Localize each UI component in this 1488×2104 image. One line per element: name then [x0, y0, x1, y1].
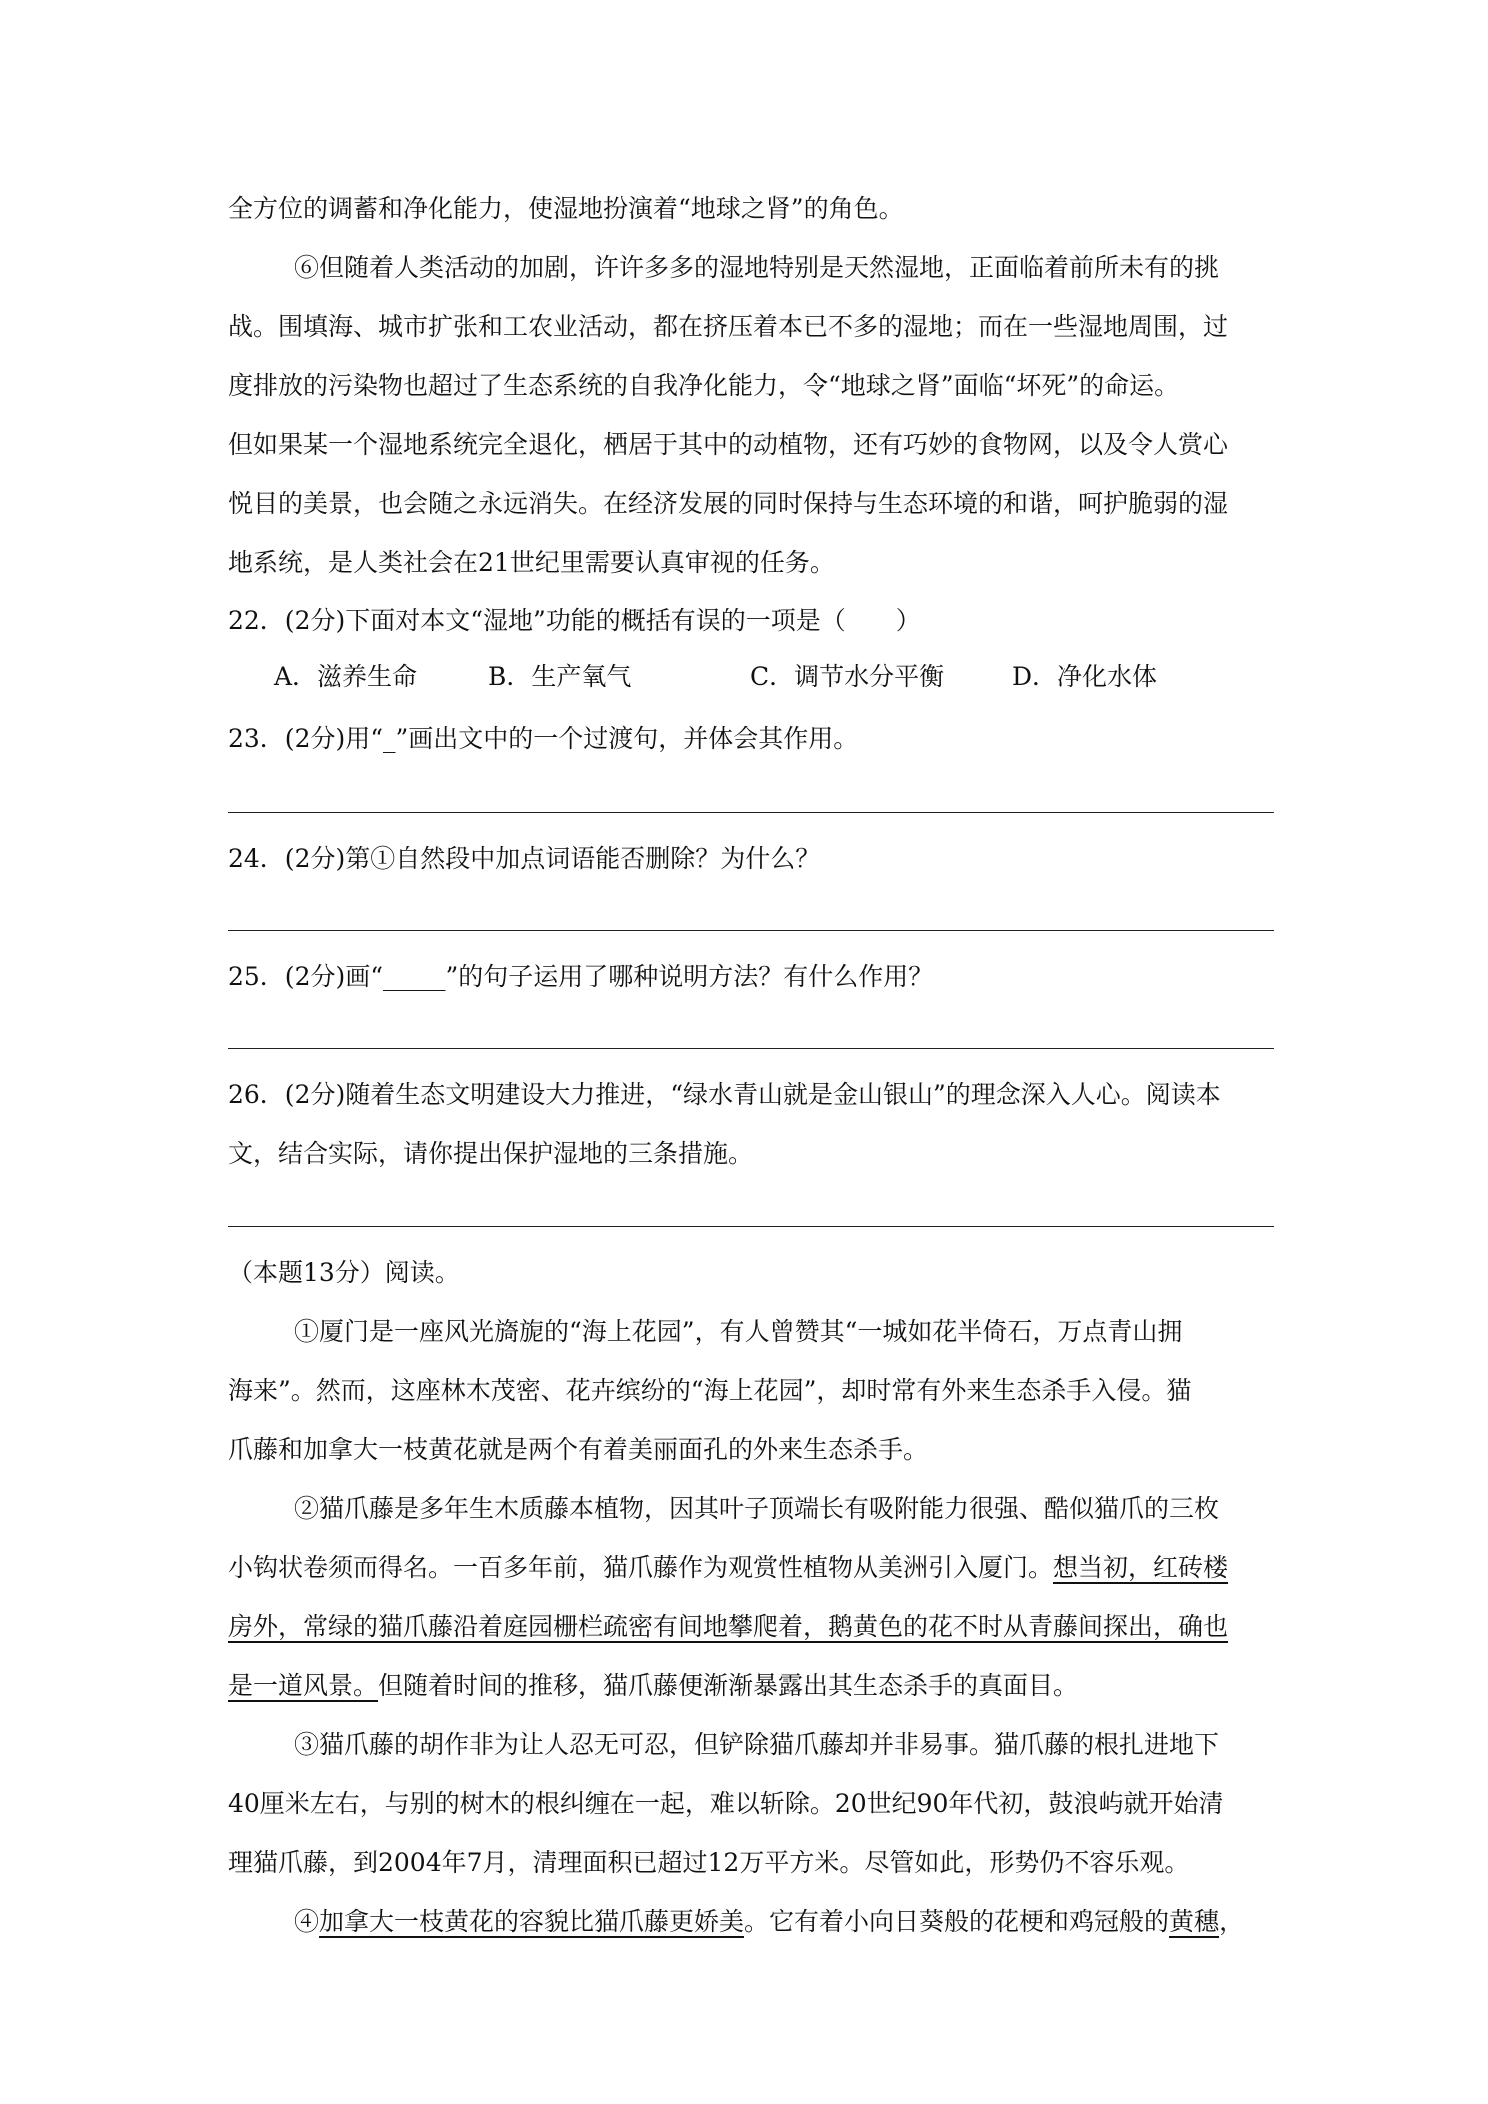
option-c[interactable]: C．调节水分平衡	[750, 662, 945, 691]
paragraph-2-line: ②猫爪藤是多年生木质藤本植物，因其叶子顶端长有吸附能力很强、酷似猫爪的三枚	[294, 1494, 1220, 1523]
paragraph-6-line: ⑥但随着人类活动的加剧，许许多多的湿地特别是天然湿地，正面临着前所未有的挑	[294, 253, 1220, 282]
underlined-sentence: 是一道风景。	[228, 1671, 379, 1700]
plain-text: 。它有着小向日葵般的花梗和鸡冠般的	[744, 1907, 1170, 1936]
paragraph-6-line: 悦目的美景，也会随之永远消失。在经济发展的同时保持与生态环境的和谐，呵护脆弱的湿	[228, 489, 1229, 518]
underlined-word: 黄穗	[1169, 1907, 1220, 1936]
paragraph-3-line: ③猫爪藤的胡作非为让人忍无可忍，但铲除猫爪藤却并非易事。猫爪藤的根扎进地下	[294, 1730, 1220, 1759]
paragraph-5-end: 全方位的调蓄和净化能力，使湿地扮演着“地球之肾”的角色。	[228, 194, 904, 223]
paragraph-3-line: 40厘米左右，与别的树木的根纠缠在一起，难以斩除。20世纪90年代初，鼓浪屿就开始清	[228, 1789, 1224, 1818]
paragraph-2-line	[228, 1551, 1228, 1585]
paragraph-3-line: 理猫爪藤，到2004年7月，清理面积已超过12万平方米。尽管如此，形势仍不容乐观。	[228, 1848, 1190, 1877]
paragraph-2-line	[228, 1669, 1078, 1703]
paragraph-number: ④	[294, 1907, 320, 1936]
question-25: 25．(2分)画“_____”的句子运用了哪种说明方法？有什么作用？	[228, 962, 934, 991]
paragraph-6-line: 但如果某一个湿地系统完全退化，栖居于其中的动植物，还有巧妙的食物网，以及令人赏心	[228, 430, 1229, 459]
answer-line-24[interactable]	[228, 930, 1274, 931]
plain-text: 但随着时间的推移，猫爪藤便渐渐暴露出其生态杀手的真面目。	[378, 1671, 1079, 1700]
option-b[interactable]: B．生产氧气	[488, 662, 632, 691]
option-d[interactable]: D．净化水体	[1012, 662, 1158, 691]
plain-text: 小钩状卷须而得名。一百多年前，猫爪藤作为观赏性植物从美洲引入厦门。	[228, 1553, 1054, 1582]
answer-line-23[interactable]	[228, 812, 1274, 813]
paragraph-1-line: 海来”。然而，这座林木茂密、花卉缤纷的“海上花园”，却时常有外来生态杀手入侵。猫	[228, 1376, 1192, 1405]
paragraph-4-line	[294, 1905, 1244, 1939]
plain-text: ，	[1219, 1907, 1245, 1936]
paragraph-1-line: ①厦门是一座风光旖旎的“海上花园”，有人曾赞其“一城如花半倚石，万点青山拥	[294, 1317, 1183, 1346]
paragraph-6-line: 地系统，是人类社会在21世纪里需要认真审视的任务。	[228, 548, 835, 577]
paragraph-6-line: 度排放的污染物也超过了生态系统的自我净化能力，令“地球之肾”面临“坏死”的命运。	[228, 371, 1180, 400]
option-a[interactable]: A．滋养生命	[274, 662, 418, 691]
question-26-line: 文，结合实际，请你提出保护湿地的三条措施。	[228, 1139, 754, 1168]
answer-line-26[interactable]	[228, 1226, 1274, 1227]
question-23: 23．(2分)用“_”画出文中的一个过渡句，并体会其作用。	[228, 724, 859, 753]
paragraph-6-line: 战。围填海、城市扩张和工农业活动，都在挤压着本已不多的湿地；而在一些湿地周围，过	[228, 312, 1229, 341]
underlined-sentence: 加拿大一枝黄花的容貌比猫爪藤更娇美	[319, 1907, 745, 1936]
paragraph-1-line: 爪藤和加拿大一枝黄花就是两个有着美丽面孔的外来生态杀手。	[228, 1435, 929, 1464]
answer-line-25[interactable]	[228, 1048, 1274, 1049]
question-26-line: 26．(2分)随着生态文明建设大力推进，“绿水青山就是金山银山”的理念深入人心。阅读本	[228, 1080, 1221, 1109]
section-header: （本题13分）阅读。	[228, 1258, 460, 1287]
paragraph-2-line	[228, 1610, 1228, 1644]
question-22: 22．(2分)下面对本文“湿地”功能的概括有误的一项是（ ）	[228, 606, 921, 635]
underlined-sentence: 房外，常绿的猫爪藤沿着庭园栅栏疏密有间地攀爬着，鹅黄色的花不时从青藤间探出，确也	[228, 1612, 1229, 1641]
underlined-sentence: 想当初，红砖楼	[1053, 1553, 1229, 1582]
question-24: 24．(2分)第①自然段中加点词语能否删除？为什么？	[228, 844, 821, 873]
